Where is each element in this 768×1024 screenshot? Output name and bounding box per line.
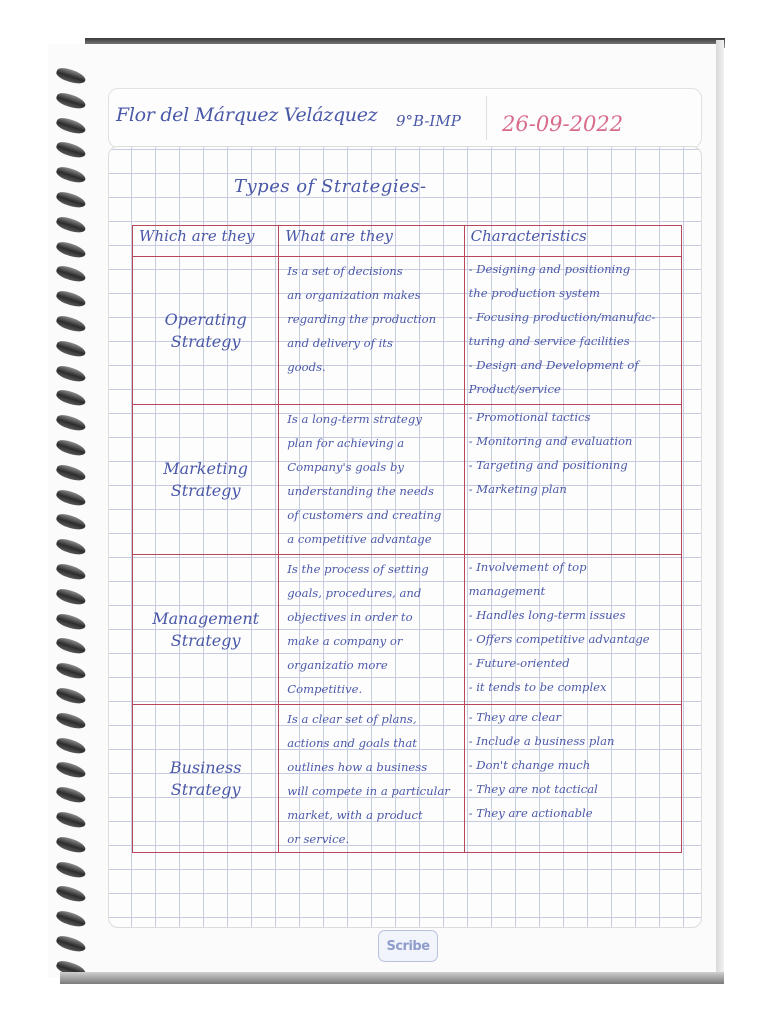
spiral-ring: [55, 785, 87, 806]
spiral-ring: [55, 190, 87, 211]
spiral-ring: [55, 810, 87, 831]
definition-cell: [279, 705, 464, 853]
strategy-table: [132, 225, 682, 853]
spiral-ring: [55, 710, 87, 731]
strategy-name: Management Strategy: [152, 608, 260, 650]
strategy-name-cell: [133, 405, 279, 555]
header-cell: [133, 226, 279, 257]
characteristic-item: - They are clear: [468, 710, 562, 724]
spiral-ring: [55, 537, 87, 558]
characteristics-cell: [464, 257, 681, 405]
spiral-ring: [55, 636, 87, 657]
header-divider: [486, 96, 487, 140]
spiral-ring: [55, 686, 87, 707]
definition-cell: [279, 555, 464, 705]
strategy-name-cell: [133, 555, 279, 705]
spiral-ring: [55, 165, 87, 186]
characteristics-cell: [464, 705, 681, 853]
characteristic-item: - Offers competitive advantage: [468, 632, 650, 646]
spiral-ring: [55, 363, 87, 384]
header-cell: [279, 226, 464, 257]
characteristic-item: - Future-oriented: [468, 656, 570, 670]
characteristic-item: - They are not tactical: [468, 782, 598, 796]
spiral-ring: [55, 115, 87, 136]
spiral-ring: [55, 884, 87, 905]
characteristics-cell: [464, 405, 681, 555]
spiral-ring: [55, 388, 87, 409]
table-row: [133, 705, 682, 853]
spiral-ring: [55, 289, 87, 310]
header-which: Which are they: [139, 227, 255, 245]
header-cell: [464, 226, 681, 257]
date: 26-09-2022: [502, 112, 624, 136]
spiral-ring: [55, 214, 87, 235]
strategy-definition: Is a set of decisions an organization makes regarding the production and delivery of its goods.: [287, 264, 437, 374]
strategy-name: Marketing Strategy: [163, 458, 249, 500]
spiral-ring: [55, 438, 87, 459]
strategy-name-cell: [133, 705, 279, 853]
spiral-ring: [55, 239, 87, 260]
characteristic-item: - Targeting and positioning: [468, 458, 628, 472]
spiral-ring: [55, 413, 87, 434]
characteristic-item: - Focusing production/manufac- turing and service facilities: [468, 310, 656, 348]
spiral-ring: [55, 834, 87, 855]
spiral-ring: [55, 314, 87, 335]
header-what: What are they: [285, 227, 393, 245]
characteristic-item: - Involvement of top management: [468, 560, 587, 598]
spiral-ring: [55, 512, 87, 533]
characteristic-item: - Handles long-term issues: [468, 608, 626, 622]
table-row: [133, 555, 682, 705]
spiral-ring: [55, 487, 87, 508]
spiral-ring: [55, 66, 87, 87]
spiral-ring: [55, 909, 87, 930]
spiral-ring: [55, 140, 87, 161]
characteristic-item: - Design and Development of Product/service: [468, 358, 639, 396]
spiral-ring: [55, 586, 87, 607]
header-characteristics: Characteristics: [470, 227, 587, 245]
table-header-row: [133, 226, 682, 257]
definition-cell: [279, 257, 464, 405]
spiral-ring: [55, 90, 87, 111]
strategy-name-cell: [133, 257, 279, 405]
table-row: [133, 405, 682, 555]
spiral-ring: [55, 859, 87, 880]
strategy-name: Operating Strategy: [164, 309, 247, 351]
spiral-ring: [55, 562, 87, 583]
characteristic-item: - Designing and positioning the production system: [468, 262, 631, 300]
student-name: Flor del Márquez Velázquez: [116, 104, 378, 126]
spiral-ring: [55, 760, 87, 781]
characteristic-item: - They are actionable: [468, 806, 593, 820]
spiral-ring: [55, 934, 87, 955]
spiral-ring: [55, 264, 87, 285]
spiral-ring: [55, 735, 87, 756]
characteristic-item: - Marketing plan: [468, 482, 567, 496]
characteristic-item: - Promotional tactics: [468, 410, 591, 424]
page-bottom-shadow: [60, 972, 724, 984]
characteristic-item: - Monitoring and evaluation: [468, 434, 633, 448]
table-row: [133, 257, 682, 405]
spiral-ring: [55, 462, 87, 483]
scribe-logo: Scribe: [378, 930, 438, 962]
strategy-definition: Is the process of setting goals, procedures, and objectives in order to make a company or organizatio more Competitive.: [287, 562, 429, 696]
spiral-ring: [55, 611, 87, 632]
page-right-edge: [716, 40, 724, 980]
spiral-ring: [55, 661, 87, 682]
spiral-ring: [55, 338, 87, 359]
strategy-definition: Is a clear set of plans, actions and goals that outlines how a business will compete in a particular market, with a product or service.: [287, 712, 450, 846]
characteristic-item: - it tends to be complex: [468, 680, 607, 694]
definition-cell: [279, 405, 464, 555]
page-title: Types of Strategies-: [234, 176, 427, 197]
characteristics-cell: [464, 555, 681, 705]
strategy-name: Business Strategy: [169, 757, 242, 799]
characteristic-item: - Include a business plan: [468, 734, 615, 748]
characteristic-item: - Don't change much: [468, 758, 591, 772]
student-group: 9°B-IMP: [396, 112, 461, 130]
strategy-definition: Is a long-term strategy plan for achieving a Company's goals by understanding the needs of customers and creating a competitive advantage: [287, 412, 442, 546]
